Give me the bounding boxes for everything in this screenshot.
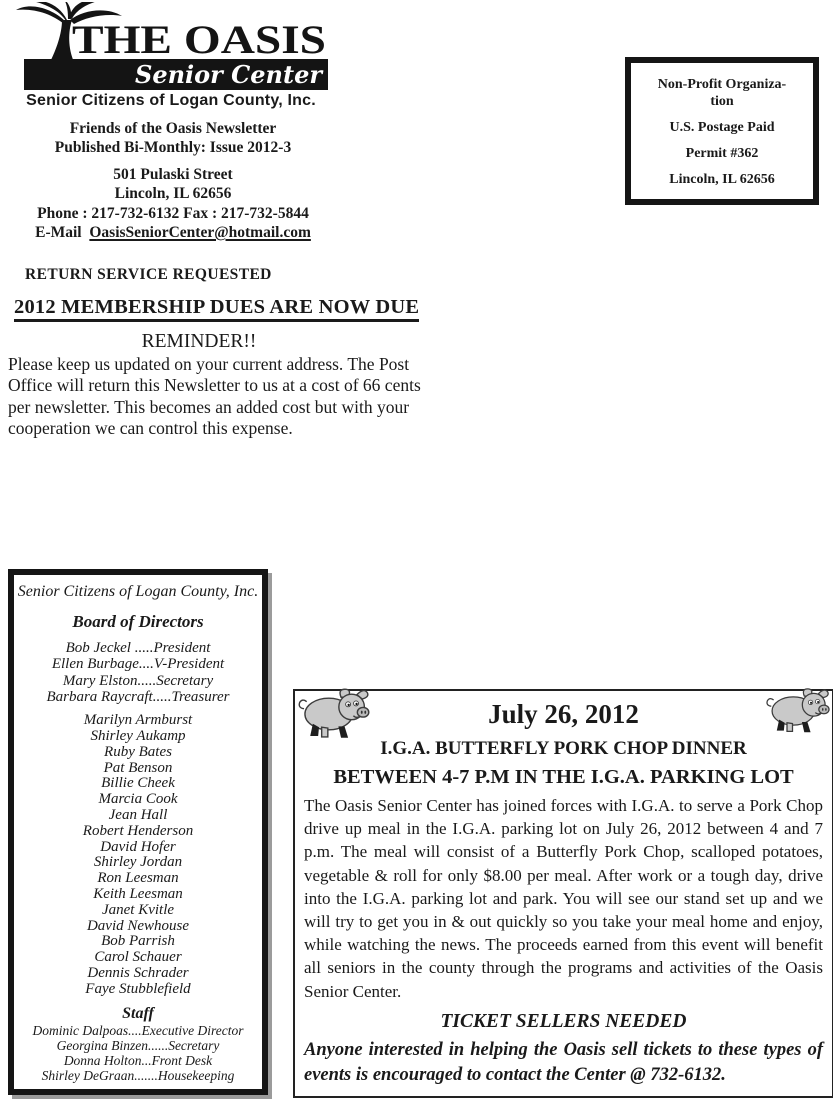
list-item: Janet Kvitle: [101, 901, 175, 918]
newsletter-title: Friends of the Oasis Newsletter: [69, 120, 277, 137]
email-address: OasisSeniorCenter@hotmail.com: [89, 223, 311, 241]
list-item: David Hofer: [100, 838, 176, 855]
list-item: Dominic Dalpoas....Executive Director: [32, 1022, 244, 1038]
org-name: Senior Citizens of Logan County, Inc.: [26, 92, 316, 109]
board-of-directors-box: [8, 569, 268, 1095]
list-item: Pat Benson: [103, 759, 173, 776]
list-item: Marcia Cook: [98, 791, 178, 808]
list-item: Bob Parrish: [101, 933, 175, 950]
list-item: Shirley DeGraan.......Housekeeping: [41, 1068, 235, 1084]
list-item: Carol Schauer: [94, 949, 182, 966]
list-item: Marilyn Armburst: [83, 712, 193, 729]
list-item: Keith Leesman: [93, 885, 183, 902]
staff-heading: Staff: [122, 1004, 154, 1022]
list-item: Donna Holton...Front Desk: [63, 1052, 213, 1068]
postage-permit-box: [625, 57, 819, 205]
list-item: Ron Leesman: [97, 870, 179, 887]
pig-clipart-icon: [765, 686, 831, 736]
staff-list: [14, 1023, 262, 1084]
event-body-paragraph: The Oasis Senior Center has joined forces with I.G.A. to serve a Pork Chop drive up meal in the I.G.A. parking lot on July 26, 2012 between 4 and 7 p.m. The meal will consist of a Butterfly Pork Chop, scalloped potatoes, vegetable & roll for only $8.00 per meal. After work or a tough day, drive into the I.G.A. parking lot and park. You will see our stand set up and we will try to get you in & out quickly so you take your meal home and enjoy, while watching the news. The proceeds earned from this event will benefit all seniors in the county through the programs and activities of the Oasis Senior Center.: [304, 796, 823, 1001]
logo-title: THE OASIS: [72, 17, 326, 62]
newsletter-info: [8, 119, 338, 157]
list-item: David Newhouse: [86, 917, 190, 934]
reminder-text: REMINDER!!: [141, 331, 257, 352]
ticket-sellers-heading: TICKET SELLERS NEEDED: [440, 1010, 687, 1032]
list-item: Faye Stubblefield: [85, 980, 191, 997]
address-city: Lincoln, IL 62656: [114, 185, 232, 203]
postage-permit: Permit #362: [685, 146, 759, 161]
list-item: Georgina Binzen......Secretary: [56, 1037, 220, 1053]
board-members-list: [14, 713, 262, 997]
logo-script: Senior Center: [135, 60, 322, 89]
dues-heading: 2012 MEMBERSHIP DUES ARE NOW DUE: [14, 296, 419, 319]
list-item: Ellen Burbage....V-President: [51, 656, 225, 673]
list-item: Bob Jeckel .....President: [65, 640, 211, 656]
return-service-notice: RETURN SERVICE REQUESTED: [25, 266, 272, 283]
phone-fax-line: Phone : 217-732-6132 Fax : 217-732-5844: [37, 204, 309, 222]
newsletter-issue: Published Bi-Monthly: Issue 2012-3: [54, 139, 292, 156]
address-block: [8, 165, 338, 242]
email-line: [8, 223, 338, 242]
list-item: Barbara Raycraft.....Treasurer: [46, 688, 230, 705]
event-subtitle-time-place: BETWEEN 4-7 P.M IN THE I.G.A. PARKING LOT: [333, 766, 794, 788]
email-label: E-Mail: [35, 223, 82, 241]
board-org-title: Senior Citizens of Logan County, Inc.: [17, 583, 259, 600]
list-item: Mary Elston.....Secretary: [62, 672, 214, 689]
list-item: Shirley Jordan: [93, 854, 183, 871]
postage-paid: U.S. Postage Paid: [669, 120, 775, 135]
list-item: Dennis Schrader: [87, 964, 189, 981]
event-date-title: July 26, 2012: [488, 699, 639, 729]
list-item: Jean Hall: [108, 806, 168, 823]
list-item: Shirley Aukamp: [90, 727, 186, 744]
event-subtitle-dinner: I.G.A. BUTTERFLY PORK CHOP DINNER: [380, 738, 747, 759]
board-officers-list: [14, 640, 262, 705]
address-update-paragraph: Please keep us updated on your current address. The Post Office will return this Newsletter to us at a cost of 66 cents per newsletter. This becomes an added cost but with your cooperation we can control this expense.: [8, 354, 421, 438]
postage-org-line1: Non-Profit Organiza-: [657, 77, 787, 92]
event-closing-paragraph: Anyone interested in helping the Oasis sell tickets to these types of events is encouraged to contact the Center @ 732-6132.: [304, 1039, 823, 1085]
list-item: Robert Henderson: [82, 822, 194, 839]
list-item: Ruby Bates: [104, 743, 172, 760]
event-announcement-box: [293, 689, 833, 1098]
postage-city: Lincoln, IL 62656: [669, 172, 775, 187]
postage-org-line2: tion: [710, 94, 734, 109]
oasis-logo: [6, 2, 336, 94]
list-item: Billie Cheek: [101, 775, 175, 792]
board-heading: Board of Directors: [72, 612, 204, 631]
address-street: 501 Pulaski Street: [113, 166, 233, 183]
pig-clipart-icon: [297, 686, 371, 742]
